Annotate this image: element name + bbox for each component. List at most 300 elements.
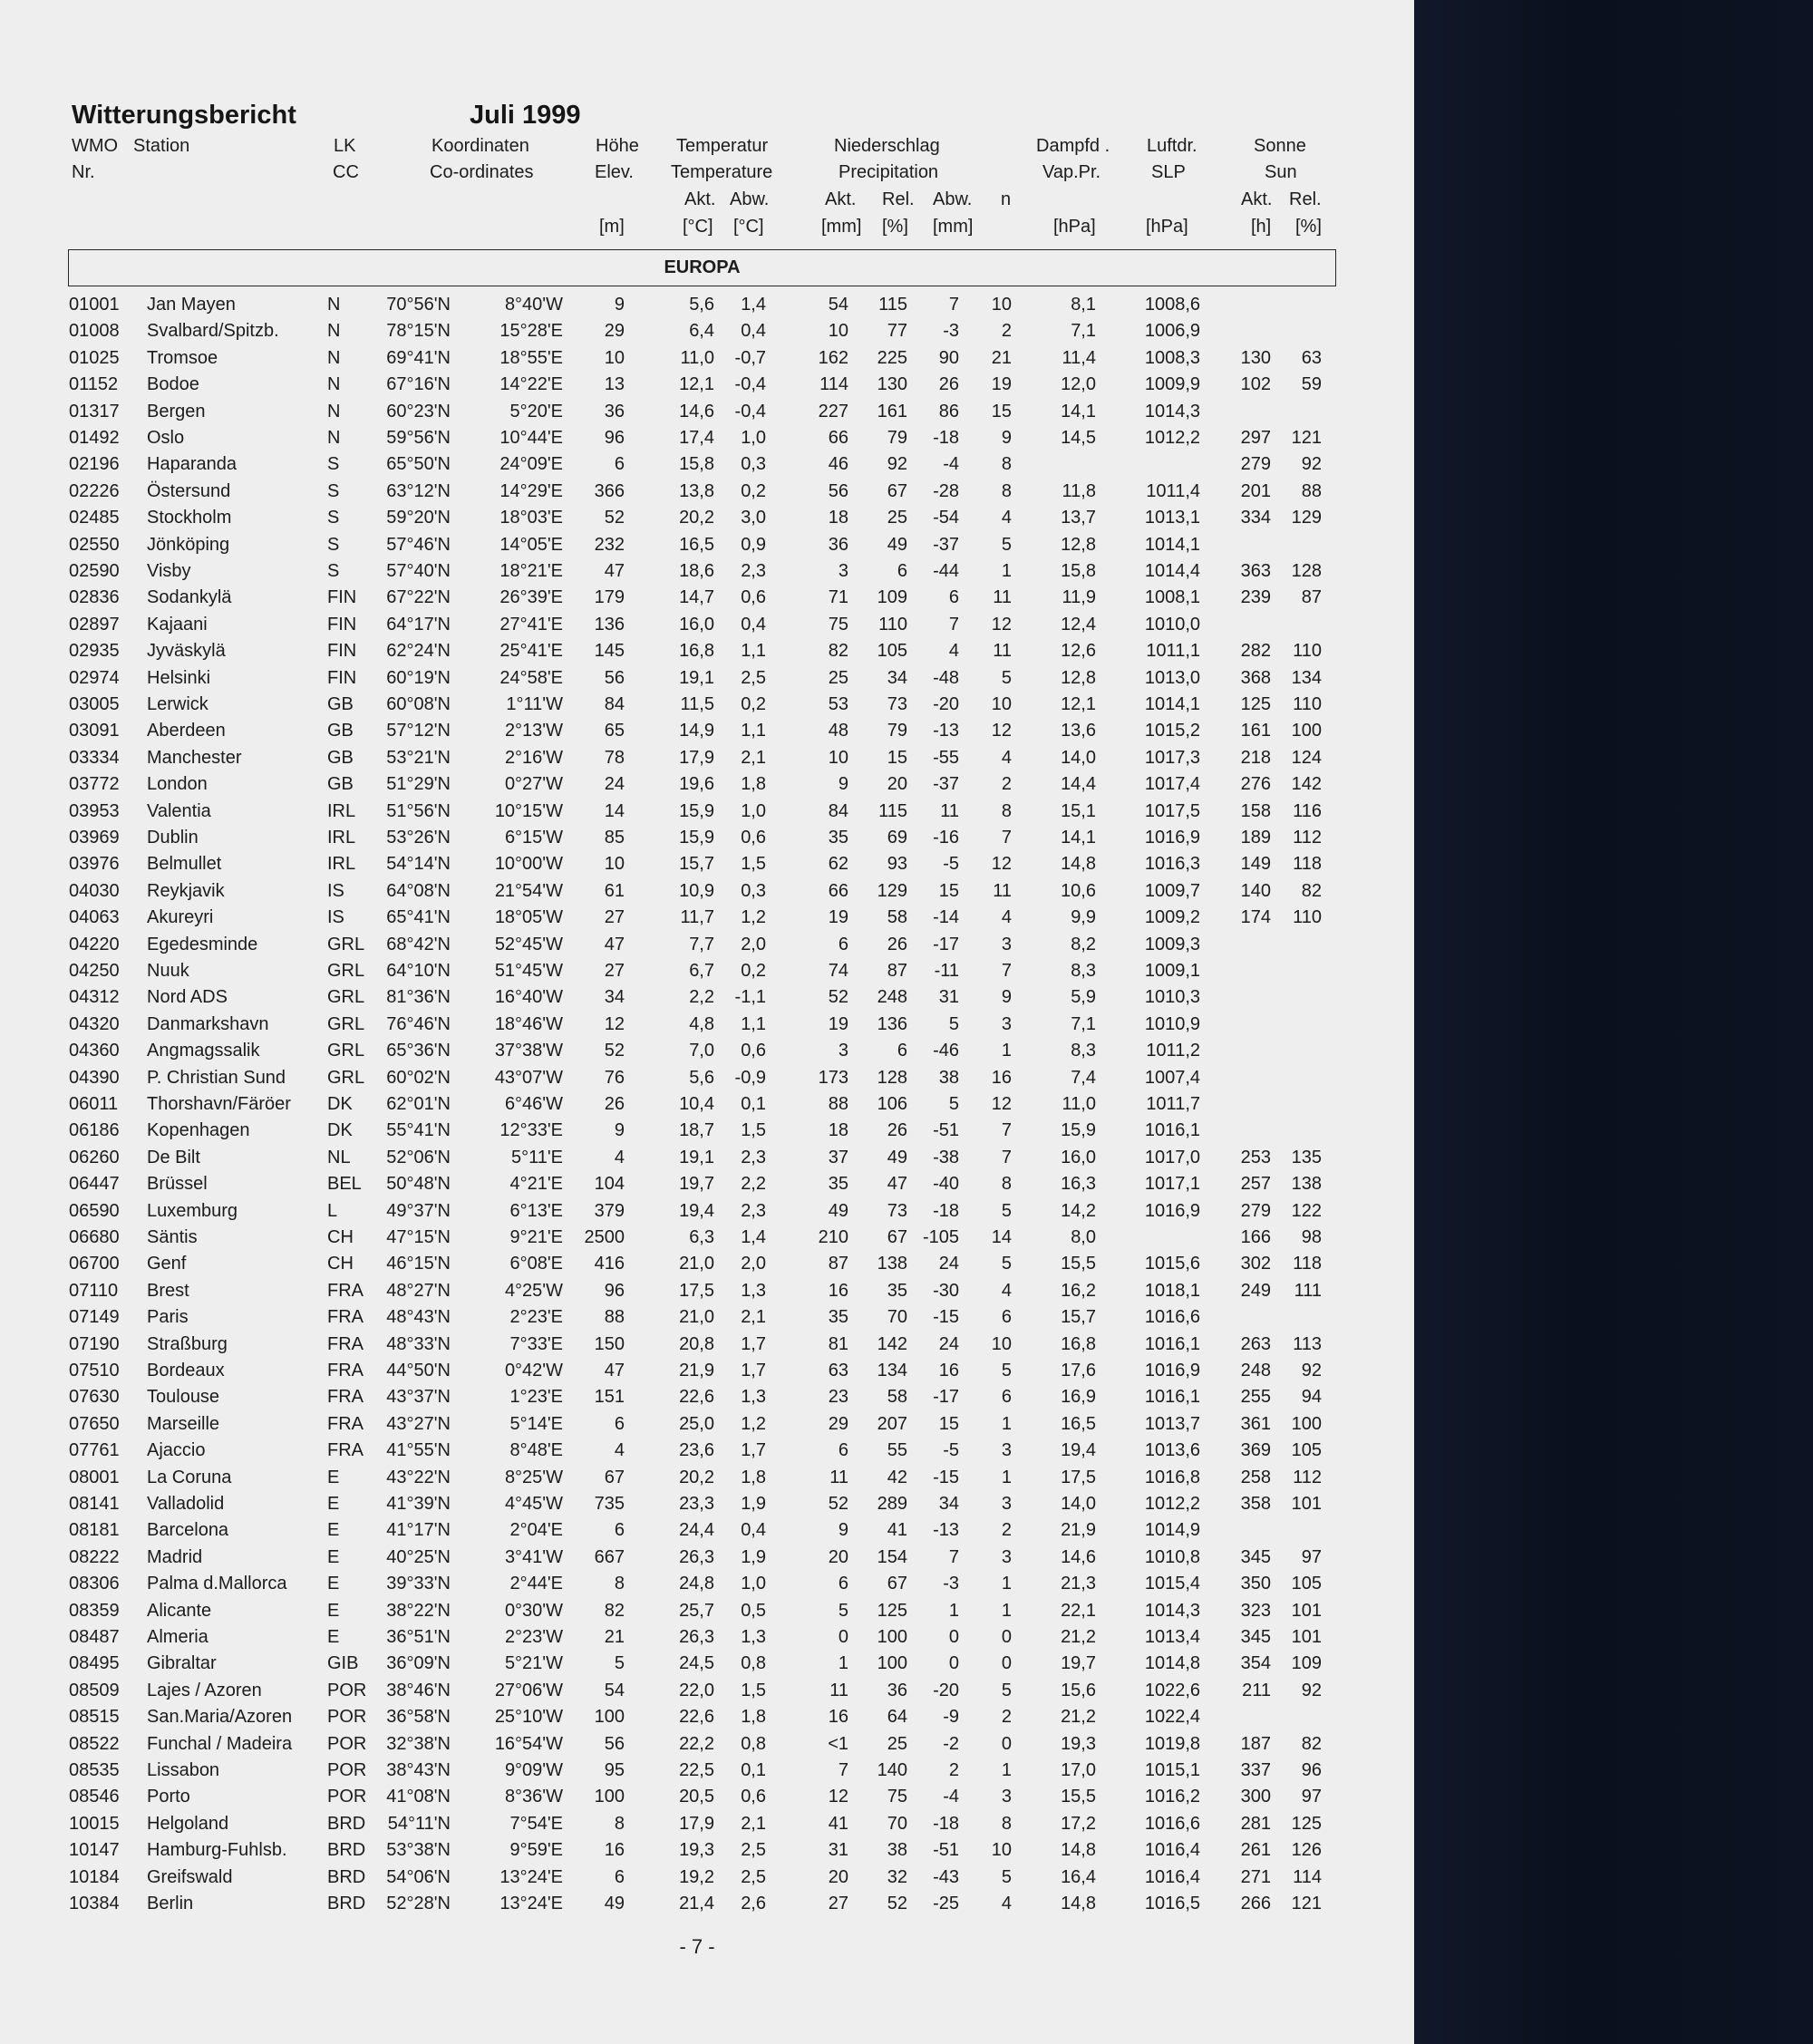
cell-latitude: 68°42'N	[386, 934, 451, 954]
cell-station: Bodoe	[147, 374, 199, 395]
table-row	[0, 1198, 1414, 1225]
cell-station: Säntis	[147, 1227, 198, 1247]
cell-temp-akt: 20,2	[679, 1467, 714, 1487]
cell-precip-akt: 114	[819, 374, 848, 395]
cell-precip-abw: -28	[933, 480, 959, 501]
table-row	[0, 1704, 1414, 1730]
cell-sun-rel: 92	[1301, 454, 1322, 475]
cell-elevation: 26	[604, 1094, 625, 1114]
cell-sea-level-pressure: 1009,7	[1144, 880, 1200, 901]
cell-precip-abw: 7	[948, 295, 959, 315]
cell-precip-abw: 5	[948, 1094, 959, 1114]
cell-sea-level-pressure: 1015,2	[1144, 721, 1200, 741]
cell-sun-rel: 116	[1293, 800, 1322, 821]
cell-longitude: 24°09'E	[499, 454, 563, 475]
cell-temp-akt: 16,8	[679, 641, 714, 662]
cell-station: Angmagssalik	[147, 1041, 260, 1061]
cell-vapour-pressure: 14,0	[1061, 1494, 1096, 1514]
cell-longitude: 0°30'W	[504, 1600, 563, 1621]
cell-precip-days: 5	[1001, 1200, 1012, 1221]
cell-precip-rel: 35	[887, 1280, 907, 1301]
cell-temp-abw: 2,2	[741, 1174, 766, 1195]
cell-lk: BRD	[327, 1894, 366, 1913]
cell-precip-abw: -37	[933, 534, 959, 555]
cell-precip-days: 11	[993, 880, 1012, 901]
cell-sun-akt: 218	[1240, 747, 1271, 768]
cell-precip-abw: -18	[933, 428, 959, 448]
cell-temp-akt: 24,5	[679, 1653, 714, 1674]
cell-wmo: 06680	[69, 1227, 120, 1247]
cell-vapour-pressure: 11,9	[1062, 587, 1096, 608]
cell-vapour-pressure: 21,2	[1061, 1627, 1096, 1647]
cell-precip-rel: 225	[877, 347, 907, 368]
table-row	[0, 1278, 1414, 1304]
cell-vapour-pressure: 15,8	[1061, 561, 1096, 581]
cell-precip-akt: 29	[828, 1413, 848, 1434]
cell-sea-level-pressure: 1011,1	[1146, 641, 1200, 662]
cell-sea-level-pressure: 1013,0	[1144, 667, 1200, 688]
cell-sea-level-pressure: 1016,9	[1144, 1361, 1200, 1380]
cell-wmo: 07510	[69, 1361, 120, 1380]
cell-sea-level-pressure: 1016,4	[1144, 1866, 1200, 1887]
cell-station: Östersund	[147, 480, 231, 501]
cell-latitude: 76°46'N	[386, 1013, 451, 1034]
cell-temp-abw: 2,1	[741, 747, 766, 768]
cell-precip-abw: -40	[933, 1174, 959, 1195]
cell-precip-abw: -15	[933, 1467, 959, 1487]
report-title: Witterungsbericht	[72, 101, 296, 130]
cell-precip-days: 1	[1001, 1041, 1012, 1061]
cell-longitude: 12°33'E	[499, 1120, 563, 1141]
cell-wmo: 02897	[69, 614, 120, 635]
cell-temp-akt: 18,6	[679, 561, 714, 581]
cell-longitude: 7°54'E	[509, 1813, 563, 1834]
cell-longitude: 8°25'W	[504, 1467, 563, 1487]
cell-elevation: 52	[604, 1041, 625, 1061]
cell-sea-level-pressure: 1016,9	[1144, 828, 1200, 848]
cell-elevation: 96	[604, 428, 625, 448]
cell-precip-days: 0	[1001, 1627, 1012, 1647]
cell-latitude: 70°56'N	[386, 295, 451, 315]
header-vapour-pressure: Dampfd .	[1036, 136, 1110, 156]
cell-sun-akt: 297	[1240, 428, 1271, 448]
cell-precip-days: 5	[1001, 1866, 1012, 1887]
cell-wmo: 02836	[69, 587, 120, 608]
cell-precip-days: 1	[1001, 1467, 1012, 1487]
cell-sea-level-pressure: 1019,8	[1144, 1733, 1200, 1754]
cell-temp-abw: -0,4	[734, 374, 766, 395]
cell-precip-days: 16	[991, 1067, 1012, 1088]
cell-precip-akt: 56	[828, 480, 848, 501]
cell-sea-level-pressure: 1016,1	[1144, 1333, 1200, 1354]
cell-temp-abw: 1,5	[741, 854, 766, 875]
cell-wmo: 07110	[69, 1280, 119, 1301]
cell-temp-abw: 0,1	[741, 1760, 766, 1780]
table-row	[0, 1465, 1414, 1491]
cell-sun-rel: 118	[1293, 1254, 1322, 1274]
cell-sea-level-pressure: 1017,1	[1144, 1174, 1200, 1195]
cell-lk: DK	[327, 1120, 353, 1141]
cell-precip-abw: -3	[943, 1574, 959, 1594]
cell-latitude: 38°46'N	[386, 1680, 451, 1700]
cell-sun-akt: 158	[1240, 800, 1271, 821]
cell-vapour-pressure: 9,9	[1071, 907, 1096, 928]
cell-longitude: 10°15'W	[494, 800, 563, 821]
cell-precip-rel: 49	[887, 534, 907, 555]
cell-temp-abw: 1,9	[741, 1494, 766, 1514]
table-row	[0, 532, 1414, 558]
unit-precip-abw: [mm]	[933, 217, 974, 237]
cell-vapour-pressure: 12,8	[1061, 534, 1096, 555]
cell-station: P. Christian Sund	[147, 1067, 286, 1088]
cell-lk: E	[327, 1546, 340, 1567]
cell-vapour-pressure: 16,0	[1061, 1147, 1096, 1167]
cell-temp-abw: 0,9	[741, 534, 766, 555]
cell-temp-akt: 18,7	[679, 1120, 714, 1141]
cell-longitude: 2°23'W	[504, 1627, 563, 1647]
cell-sun-akt: 358	[1240, 1494, 1271, 1514]
cell-lk: POR	[327, 1733, 367, 1754]
cell-precip-abw: -11	[934, 961, 959, 981]
cell-lk: FRA	[327, 1413, 364, 1434]
cell-latitude: 53°38'N	[386, 1840, 451, 1861]
cell-lk: FRA	[327, 1440, 364, 1461]
cell-precip-rel: 154	[877, 1546, 907, 1567]
cell-precip-rel: 25	[887, 508, 907, 528]
cell-precip-akt: 37	[828, 1147, 848, 1167]
cell-station: Aberdeen	[147, 721, 226, 741]
cell-precip-akt: 10	[828, 747, 848, 768]
cell-temp-akt: 11,7	[680, 907, 714, 928]
cell-precip-abw: 15	[938, 1413, 959, 1434]
cell-latitude: 81°36'N	[386, 987, 451, 1008]
cell-station: Ajaccio	[147, 1440, 206, 1461]
cell-longitude: 27°06'W	[494, 1680, 563, 1700]
cell-sun-akt: 361	[1240, 1413, 1271, 1434]
cell-precip-abw: -13	[933, 1520, 959, 1541]
cell-station: Bergen	[147, 401, 206, 421]
cell-vapour-pressure: 16,5	[1061, 1413, 1096, 1434]
cell-temp-akt: 19,3	[679, 1840, 714, 1861]
cell-sea-level-pressure: 1016,8	[1144, 1467, 1200, 1487]
cell-temp-abw: 0,6	[741, 1041, 766, 1061]
cell-sun-rel: 82	[1301, 1733, 1322, 1754]
cell-temp-abw: 0,4	[741, 1520, 766, 1541]
cell-precip-abw: -18	[933, 1813, 959, 1834]
cell-vapour-pressure: 8,3	[1071, 1041, 1096, 1061]
cell-temp-abw: 1,4	[741, 1227, 766, 1247]
cell-latitude: 43°27'N	[386, 1413, 451, 1434]
table-row	[0, 1784, 1414, 1810]
cell-precip-akt: 11	[829, 1467, 848, 1487]
cell-vapour-pressure: 14,1	[1061, 401, 1096, 421]
table-row	[0, 425, 1414, 451]
cell-precip-days: 0	[1001, 1653, 1012, 1674]
cell-temp-akt: 10,4	[679, 1094, 714, 1114]
cell-longitude: 18°05'W	[494, 907, 563, 928]
cell-lk: IRL	[327, 854, 356, 875]
table-row	[0, 1571, 1414, 1597]
cell-precip-days: 4	[1001, 1280, 1012, 1301]
cell-station: Haparanda	[147, 454, 237, 475]
table-row	[0, 638, 1414, 664]
cell-vapour-pressure: 21,2	[1061, 1707, 1096, 1728]
cell-temp-akt: 14,9	[679, 721, 714, 741]
cell-station: Stockholm	[147, 508, 232, 528]
cell-sun-rel: 142	[1291, 774, 1322, 795]
cell-precip-days: 8	[1001, 454, 1012, 475]
cell-precip-akt: 27	[828, 1894, 848, 1913]
cell-temp-abw: 1,8	[741, 1707, 766, 1728]
cell-precip-days: 12	[991, 721, 1012, 741]
cell-temp-abw: 1,3	[741, 1280, 766, 1301]
cell-precip-abw: -15	[933, 1307, 959, 1328]
cell-precip-akt: 7	[838, 1760, 848, 1780]
cell-wmo: 10147	[69, 1840, 120, 1861]
cell-latitude: 48°33'N	[386, 1333, 451, 1354]
table-row	[0, 1171, 1414, 1197]
cell-wmo: 10184	[69, 1866, 120, 1887]
cell-temp-akt: 16,0	[679, 614, 714, 635]
cell-sun-akt: 166	[1240, 1227, 1271, 1247]
cell-precip-rel: 289	[877, 1494, 907, 1514]
cell-lk: BEL	[327, 1174, 362, 1195]
cell-precip-akt: 173	[818, 1067, 848, 1088]
cell-sea-level-pressure: 1014,1	[1144, 694, 1200, 714]
cell-sun-akt: 253	[1240, 1147, 1271, 1167]
cell-temp-akt: 26,3	[679, 1627, 714, 1647]
cell-sun-rel: 110	[1293, 641, 1322, 662]
table-row	[0, 399, 1414, 425]
cell-wmo: 04312	[69, 987, 120, 1008]
cell-temp-akt: 19,6	[679, 774, 714, 795]
cell-latitude: 48°43'N	[386, 1307, 451, 1328]
cell-station: Paris	[147, 1307, 189, 1328]
cell-vapour-pressure: 8,3	[1071, 961, 1096, 981]
cell-temp-akt: 22,5	[679, 1760, 714, 1780]
cell-lk: CH	[327, 1227, 354, 1247]
cell-sun-rel: 101	[1291, 1494, 1322, 1514]
cell-latitude: 36°58'N	[386, 1707, 451, 1728]
cell-latitude: 65°41'N	[386, 907, 451, 928]
cell-temp-akt: 5,6	[689, 1067, 714, 1088]
unit-elevation: [m]	[599, 217, 625, 237]
cell-temp-akt: 19,2	[679, 1866, 714, 1887]
cell-elevation: 88	[604, 1307, 625, 1328]
cell-longitude: 0°27'W	[504, 774, 563, 795]
cell-temp-akt: 17,4	[679, 428, 714, 448]
cell-precip-akt: 48	[828, 721, 848, 741]
cell-precip-akt: 6	[838, 934, 848, 954]
cell-precip-days: 2	[1001, 1520, 1012, 1541]
cell-sea-level-pressure: 1022,6	[1144, 1680, 1200, 1700]
cell-lk: BRD	[327, 1866, 366, 1887]
cell-vapour-pressure: 21,3	[1061, 1574, 1096, 1594]
cell-sun-akt: 345	[1240, 1627, 1271, 1647]
cell-longitude: 6°15'W	[504, 828, 563, 848]
cell-precip-rel: 75	[887, 1787, 907, 1807]
cell-elevation: 16	[604, 1840, 625, 1861]
cell-temp-abw: 1,7	[741, 1361, 766, 1380]
cell-station: Barcelona	[147, 1520, 229, 1541]
cell-elevation: 34	[604, 987, 625, 1008]
table-row	[0, 799, 1414, 825]
cell-longitude: 6°46'W	[504, 1094, 563, 1114]
cell-temp-akt: 25,0	[679, 1413, 714, 1434]
cell-temp-abw: 1,2	[741, 907, 766, 928]
cell-precip-akt: 75	[828, 614, 848, 635]
cell-temp-akt: 7,7	[689, 934, 714, 954]
cell-wmo: 01008	[69, 321, 120, 342]
cell-temp-akt: 6,3	[689, 1227, 714, 1247]
cell-elevation: 5	[614, 1653, 625, 1674]
table-row	[0, 1145, 1414, 1171]
cell-longitude: 7°33'E	[509, 1333, 563, 1354]
cell-vapour-pressure: 10,6	[1061, 880, 1096, 901]
cell-station: Tromsoe	[147, 347, 218, 368]
header-lk-en: CC	[333, 162, 359, 182]
cell-station: San.Maria/Azoren	[147, 1707, 293, 1728]
cell-elevation: 67	[604, 1467, 625, 1487]
cell-sun-rel: 100	[1291, 1413, 1322, 1434]
cell-precip-rel: 207	[877, 1413, 907, 1434]
cell-elevation: 12	[604, 1013, 625, 1034]
cell-vapour-pressure: 14,0	[1061, 747, 1096, 768]
cell-sun-akt: 248	[1240, 1361, 1271, 1380]
table-row	[0, 665, 1414, 692]
cell-latitude: 44°50'N	[386, 1361, 451, 1380]
cell-sun-rel: 118	[1293, 854, 1322, 875]
table-row	[0, 1837, 1414, 1864]
cell-wmo: 03953	[69, 800, 120, 821]
table-row	[0, 825, 1414, 851]
cell-vapour-pressure: 12,4	[1061, 614, 1096, 635]
table-row	[0, 878, 1414, 905]
cell-lk: IS	[327, 907, 344, 928]
cell-vapour-pressure: 15,5	[1061, 1254, 1096, 1274]
header-temp-akt: Akt.	[684, 189, 716, 209]
scan-background-strip	[1414, 0, 1813, 2044]
cell-precip-days: 1	[1001, 1760, 1012, 1780]
cell-latitude: 48°27'N	[386, 1280, 451, 1301]
header-temp-abw: Abw.	[730, 189, 770, 209]
cell-longitude: 25°41'E	[499, 641, 563, 662]
cell-lk: GB	[327, 774, 354, 795]
cell-elevation: 9	[614, 1120, 625, 1141]
cell-temp-abw: 1,1	[741, 641, 766, 662]
cell-vapour-pressure: 8,1	[1071, 295, 1096, 315]
cell-precip-days: 2	[1001, 321, 1012, 342]
cell-precip-akt: 19	[828, 1013, 848, 1034]
cell-latitude: 46°15'N	[386, 1254, 451, 1274]
cell-temp-akt: 19,4	[679, 1200, 714, 1221]
cell-station: London	[147, 774, 208, 795]
cell-precip-rel: 77	[887, 321, 907, 342]
cell-precip-abw: -46	[933, 1041, 959, 1061]
cell-precip-rel: 140	[877, 1760, 907, 1780]
cell-elevation: 9	[614, 295, 625, 315]
cell-precip-rel: 70	[887, 1813, 907, 1834]
cell-precip-days: 11	[993, 641, 1012, 662]
cell-longitude: 51°45'W	[494, 961, 563, 981]
table-row	[0, 1012, 1414, 1038]
cell-vapour-pressure: 15,1	[1061, 800, 1096, 821]
cell-precip-days: 7	[1001, 1147, 1012, 1167]
cell-elevation: 179	[594, 587, 625, 608]
cell-precip-rel: 100	[877, 1653, 907, 1674]
cell-temp-abw: 2,1	[741, 1307, 766, 1328]
cell-sun-akt: 350	[1240, 1574, 1271, 1594]
cell-wmo: 08222	[69, 1546, 120, 1567]
cell-elevation: 47	[604, 561, 625, 581]
cell-station: Belmullet	[147, 854, 222, 875]
cell-precip-rel: 38	[887, 1840, 907, 1861]
cell-lk: FIN	[327, 587, 357, 608]
cell-precip-rel: 67	[887, 1574, 907, 1594]
cell-sun-akt: 161	[1240, 721, 1271, 741]
cell-temp-akt: 14,7	[679, 587, 714, 608]
cell-precip-abw: -20	[933, 1680, 959, 1700]
cell-elevation: 82	[604, 1600, 625, 1621]
cell-latitude: 36°09'N	[386, 1653, 451, 1674]
cell-sea-level-pressure: 1015,6	[1144, 1254, 1200, 1274]
header-sea-level-pressure: Luftdr.	[1147, 136, 1197, 156]
cell-vapour-pressure: 21,9	[1061, 1520, 1096, 1541]
cell-precip-rel: 58	[887, 1387, 907, 1408]
table-row	[0, 984, 1414, 1011]
cell-longitude: 24°58'E	[499, 667, 563, 688]
cell-sea-level-pressure: 1017,0	[1144, 1147, 1200, 1167]
cell-wmo: 01317	[69, 401, 120, 421]
cell-precip-akt: <1	[828, 1733, 848, 1754]
cell-precip-akt: 66	[828, 880, 848, 901]
cell-longitude: 4°25'W	[504, 1280, 563, 1301]
cell-station: Sodankylä	[147, 587, 232, 608]
table-row	[0, 1225, 1414, 1251]
cell-precip-rel: 115	[878, 800, 907, 821]
unit-sea-level-pressure: [hPa]	[1146, 217, 1188, 237]
cell-precip-days: 8	[1001, 800, 1012, 821]
cell-precip-abw: -55	[933, 747, 959, 768]
cell-longitude: 14°22'E	[499, 374, 563, 395]
header-temperature-en: Temperature	[671, 162, 773, 182]
cell-sun-rel: 109	[1291, 1653, 1322, 1674]
cell-sea-level-pressure: 1012,2	[1144, 1494, 1200, 1514]
header-sunshine: Sonne	[1254, 136, 1306, 156]
cell-longitude: 10°00'W	[494, 854, 563, 875]
cell-precip-rel: 142	[877, 1333, 907, 1354]
cell-precip-rel: 70	[887, 1307, 907, 1328]
cell-longitude: 26°39'E	[499, 587, 563, 608]
cell-sea-level-pressure: 1016,1	[1144, 1387, 1200, 1408]
cell-elevation: 6	[614, 1520, 625, 1541]
cell-longitude: 5°20'E	[509, 401, 563, 421]
cell-latitude: 60°08'N	[386, 694, 451, 714]
cell-precip-rel: 64	[887, 1707, 907, 1728]
cell-station: Straßburg	[147, 1333, 228, 1354]
cell-precip-akt: 11	[829, 1680, 848, 1700]
cell-temp-abw: 1,1	[741, 1013, 766, 1034]
cell-lk: GIB	[327, 1653, 359, 1674]
cell-vapour-pressure: 13,7	[1061, 508, 1096, 528]
table-row	[0, 505, 1414, 531]
cell-sun-akt: 271	[1240, 1866, 1271, 1887]
cell-precip-days: 4	[1001, 907, 1012, 928]
cell-sun-akt: 140	[1240, 880, 1271, 901]
cell-precip-days: 9	[1001, 428, 1012, 448]
cell-station: Nuuk	[147, 961, 189, 981]
header-precip-abw: Abw.	[933, 189, 973, 209]
